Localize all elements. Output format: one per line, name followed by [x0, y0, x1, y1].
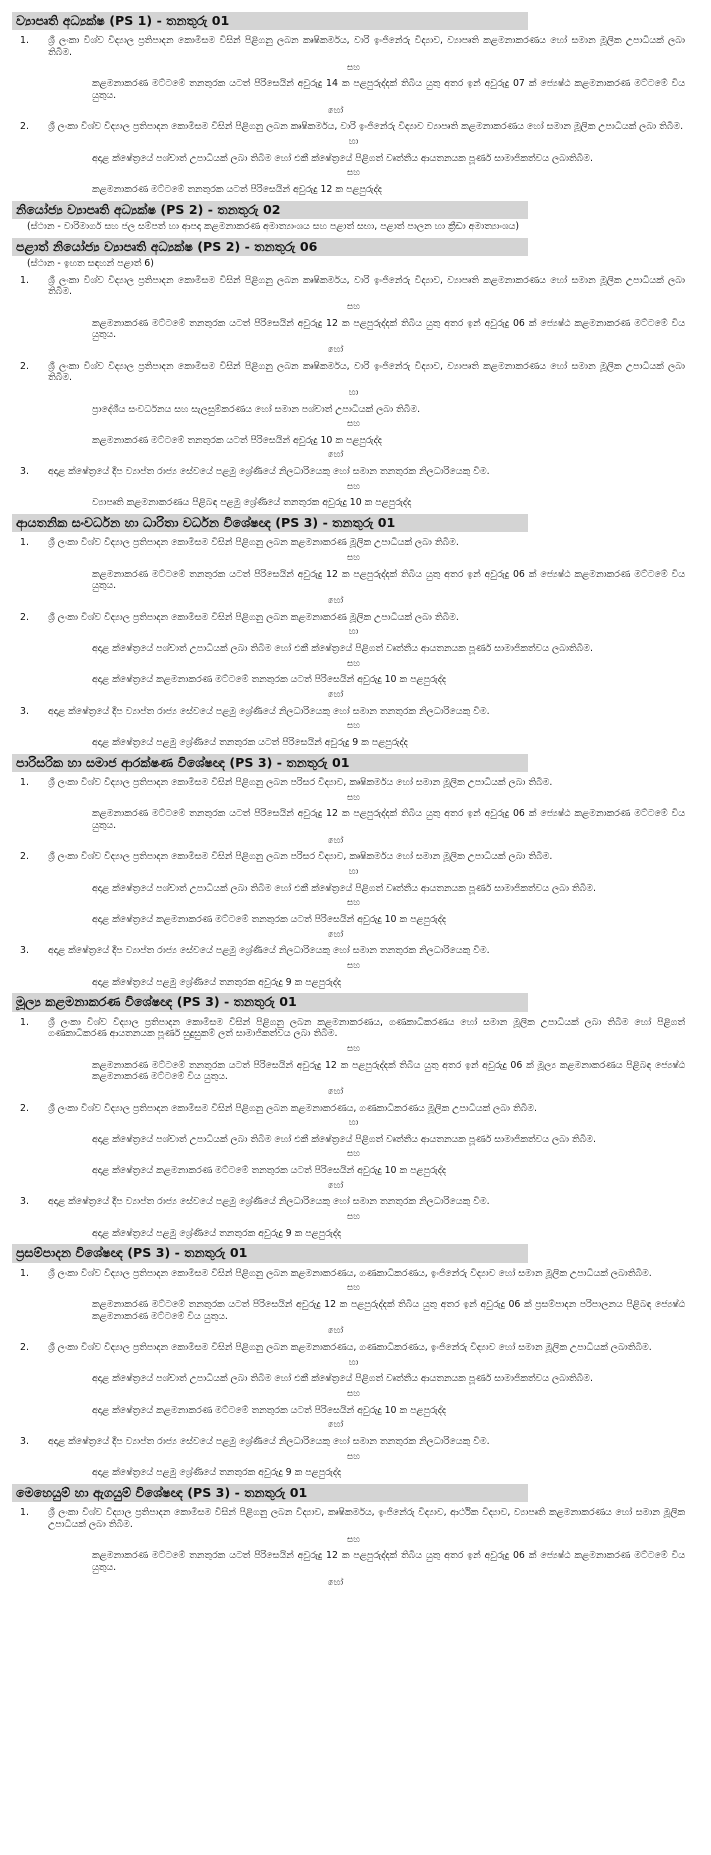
qualification-item [12, 275, 699, 341]
conjunction: සහ [347, 62, 360, 73]
section [12, 201, 699, 233]
item-number: 2. [20, 611, 29, 623]
qualification-item [12, 612, 699, 686]
conjunction: සහ [347, 960, 360, 971]
condition-text: කළමනාකරණ මට්ටමේ තනතුරක යටත් පිරිසෙයින් අවුරුදු 12 ක පළපුරුද්දක් තිබිය යුතු අතර ඉන් අවුරුදු 06 ක් ජ්‍යෙෂ්ඨ කළමනාකරණ මට්ටමේ විය යුතුය. [92, 317, 685, 341]
qualification-text: ශ්‍රී ලංකා විශ්ව විද්‍යාල ප්‍රතිපාදන කොමිසම විසින් පිළිගනු ලබන කෘෂිකර්මය, වාරි ඉංජිනේරු විද්‍යාව, ව්‍යාපෘති කළමනාකරණය හෝ සමාන මූලික උපාධියක් ලබා තිබීම. [48, 274, 685, 298]
condition-text: කළමනාකරණ මට්ටමේ තනතුරක යටත් පිරිසෙයින් අවුරුදු 12 ක පළපුරුද්දක් තිබිය යුතු අතර ඉන් අවුරුදු 06 ක් ජ්‍යෙෂ්ඨ කළමනාකරණ මට්ටමේ විය යුතුය. [92, 1550, 685, 1573]
item-body [48, 466, 699, 509]
item-number: 2. [20, 1102, 29, 1114]
or-separator: හෝ [327, 105, 344, 116]
item-body [48, 945, 699, 988]
conjunction: හා [348, 136, 359, 147]
conjunction: සහ [347, 1212, 360, 1223]
or-separator: හෝ [327, 450, 344, 461]
qualification-item [12, 361, 699, 447]
conjunction: සහ [347, 792, 360, 803]
conjunction: සහ [347, 481, 360, 492]
section-header: ව්‍යාපෘති අධ්‍යක්ෂ (PS 1) - තනතුරු 01 [12, 12, 528, 30]
item-body [48, 612, 699, 686]
section [12, 12, 699, 196]
qualification-text: අදාළ ක්ෂේත්‍රයේ දීප ව්‍යාප්ත රාජ්‍ය සේවයේ පළමු ශ්‍රේණියේ නිලධාරියෙකු හෝ සමාන තනතුරක නිලධාරියෙකු වීම. [48, 1196, 490, 1208]
item-number: 2. [20, 1342, 29, 1354]
section [12, 993, 699, 1239]
conjunction: සහ [347, 301, 360, 312]
item-number: 1. [20, 274, 29, 286]
or-separator: හෝ [327, 1086, 344, 1097]
item-body [48, 1017, 699, 1083]
or-separator: හෝ [327, 929, 344, 940]
qualification-item [12, 1196, 699, 1239]
condition-text: ප්‍රාදේශීය සංවර්ධනය සහ සැලසුම්කරණය හෝ සමාන පශ්චාත් උපාධියක් ලබා තිබීම. [92, 403, 421, 415]
qualification-item [12, 35, 699, 101]
location-note: (ස්ථාන - වාරිමාර්ග සහ ජල සම්පත් හා ආපදා කළමනාකරණ අමාත්‍යාංශය සහ පළාත් සභා, පළාත් පාලන හා ක්‍රීඩා අමාත්‍යාංශය) [27, 220, 520, 232]
qualification-text: ශ්‍රී ලංකා විශ්ව විද්‍යාල ප්‍රතිපාදන කොමිසම විසින් පිළිගනු ලබන කළමනාකරණය, ගණකාධිකරණය, ඉංජිනේරු විද්‍යාව හෝ සමාන මූලික උපාධියක් ලබාතිබීම. [48, 1342, 652, 1354]
item-body [48, 361, 699, 447]
conjunction: සහ [347, 1451, 360, 1462]
item-number: 2. [20, 360, 29, 372]
item-number: 1. [20, 537, 29, 549]
qualification-text: ශ්‍රී ලංකා විශ්ව විද්‍යාල ප්‍රතිපාදන කොමිසම විසින් පිළිගනු ලබන කළමනාකරණ මූලික උපාධියක් ලබා තිබීම. [48, 611, 459, 623]
condition-text: අදාළ ක්ෂේත්‍රයේ කළමනාකරණ මට්ටමේ තනතුරක යටත් පිරිසෙයින් අවුරුදු 10 ක පළපුරුද්ද [92, 1404, 447, 1416]
condition-text: අදාළ ක්ෂේත්‍රයේ පළමු ශ්‍රේණියේ තනතුරක අවුරුදු 9 ක පළපුරුද්ද [92, 1467, 342, 1479]
condition-text: අදාළ ක්ෂේත්‍රයේ කළමනාකරණ මට්ටමේ තනතුරක යටත් පිරිසෙයින් අවුරුදු 10 ක පළපුරුද්ද [92, 1165, 447, 1177]
item-number: 3. [20, 1196, 29, 1208]
condition-text: අදාළ ක්ෂේත්‍රයේ පළමු ශ්‍රේණියේ තනතුරක අවුරුදු 9 ක පළපුරුද්ද [92, 1227, 342, 1239]
section [12, 1484, 699, 1588]
conjunction: හා [348, 866, 359, 877]
conjunction: හා [348, 627, 359, 638]
qualification-item [12, 851, 699, 925]
condition-text: අදාළ ක්ෂේත්‍රයේ පශ්චාත් උපාධියක් ලබා තිබීම හෝ එකී ක්ෂේත්‍රයේ පිළිගත් වෘත්තීය ආයතනයක පූර්ණ සාමාජිකත්වය ලබා තිබීම. [92, 1133, 596, 1145]
qualification-text: ශ්‍රී ලංකා විශ්ව විද්‍යාල ප්‍රතිපාදන කොමිසම විසින් පිළිගනු ලබන කළමනාකරණය, ගණකාධිකරණය, ඉංජිනේරු විද්‍යාව හෝ සමාන මූලික උපාධියක් ලබාතිබීම. [48, 1267, 652, 1279]
qualification-item [12, 1436, 699, 1479]
condition-text: අදාළ ක්ෂේත්‍රයේ පශ්චාත් උපාධියක් ලබා තිබීම හෝ එකී ක්ෂේත්‍රයේ පිළිගත් වෘත්තීය ආයතනයක පූර්ණ සාමාජිකත්වය ලබා තිබීම. [92, 882, 596, 894]
section-header: පාරිසරික හා සමාජ ආරක්ෂණ විශේෂඥ (PS 3) - තනතුරු 01 [12, 754, 528, 772]
conjunction: හා [348, 1357, 359, 1368]
or-separator: හෝ [327, 690, 344, 701]
section [12, 514, 699, 749]
section-header: මෙහෙයුම් හා ඇගයුම් විශේෂඥ (PS 3) - තනතුරු 01 [12, 1484, 528, 1502]
qualification-text: ශ්‍රී ලංකා විශ්ව විද්‍යාල ප්‍රතිපාදන කොමිසම විසින් පිළිගනු ලබන කළමනාකරණ මූලික උපාධියක් ලබා තිබීම. [48, 537, 459, 549]
qualification-text: අදාළ ක්ෂේත්‍රයේ දීප ව්‍යාප්ත රාජ්‍ය සේවයේ පළමු ශ්‍රේණියේ නිලධාරියෙකු හෝ සමාන තනතුරක නිලධාරියෙකු වීම. [48, 705, 490, 717]
or-separator: හෝ [327, 1420, 344, 1431]
section-header: ප්‍රසම්පාදන විශේෂඥ (PS 3) - තනතුරු 01 [12, 1244, 528, 1262]
qualification-text: අදාළ ක්ෂේත්‍රයේ දීප ව්‍යාප්ත රාජ්‍ය සේවයේ පළමු ශ්‍රේණියේ නිලධාරියෙකු හෝ සමාන තනතුරක නිලධාරියෙකු වීම. [48, 1435, 490, 1447]
qualification-item [12, 1268, 699, 1323]
qualification-item [12, 1017, 699, 1083]
item-body [48, 121, 699, 195]
condition-text: අදාළ ක්ෂේත්‍රයේ පශ්චාත් උපාධියක් ලබා තිබීම හෝ එකී ක්ෂේත්‍රයේ පිළිගත් වෘත්තීය ආයතනයක පූර්ණ සාමාජිකත්වය ලබාතිබීම. [92, 1373, 593, 1385]
conjunction: සහ [347, 553, 360, 564]
qualification-item [12, 1342, 699, 1416]
item-body [48, 275, 699, 341]
item-number: 1. [20, 777, 29, 789]
item-body [48, 1507, 699, 1573]
conjunction: සහ [347, 419, 360, 430]
conjunction: සහ [347, 1149, 360, 1160]
qualification-text: ශ්‍රී ලංකා විශ්ව විද්‍යාල ප්‍රතිපාදන කොමිසම විසින් පිළිගනු ලබන කළමනාකරණය, ගණකාධිකරණය මූලික උපාධියක් ලබා තිබීම. [48, 1102, 538, 1114]
item-number: 1. [20, 1507, 29, 1519]
item-number: 3. [20, 466, 29, 478]
item-body [48, 1196, 699, 1239]
qualification-text: අදාළ ක්ෂේත්‍රයේ දීප ව්‍යාප්ත රාජ්‍ය සේවයේ පළමු ශ්‍රේණියේ නිලධාරියෙකු හෝ සමාන තනතුරක නිලධාරියෙකු වීම. [48, 945, 490, 957]
qualification-text: ශ්‍රී ලංකා විශ්ව විද්‍යාල ප්‍රතිපාදන කොමිසම විසින් පිළිගනු ලබන කෘෂිකර්මය, වාරි ඉංජිනේරු විද්‍යාව, ව්‍යාපෘති කළමනාකරණය හෝ සමාන මූලික උපාධියක් ලබා තිබීම. [48, 360, 685, 384]
condition-text: අදාළ ක්ෂේත්‍රයේ පළමු ශ්‍රේණියේ තනතුරක අවුරුදු 9 ක පළපුරුද්ද [92, 976, 342, 988]
condition-text: අදාළ ක්ෂේත්‍රයේ කළමනාකරණ මට්ටමේ තනතුරක යටත් පිරිසෙයින් අවුරුදු 10 ක පළපුරුද්ද [92, 674, 447, 686]
location-note: (ස්ථාන - ඉහත සඳහන් පළාත් 6) [27, 257, 154, 269]
section [12, 1244, 699, 1479]
item-body [48, 35, 699, 101]
conjunction: සහ [347, 898, 360, 909]
or-separator: හෝ [327, 596, 344, 607]
condition-text: කළමනාකරණ මට්ටමේ තනතුරක යටත් පිරිසෙයින් අවුරුදු 10 ක පළපුරුද්ද [92, 434, 382, 446]
qualification-item [12, 121, 699, 195]
item-body [48, 1103, 699, 1177]
qualification-item [12, 945, 699, 988]
qualification-item [12, 777, 699, 832]
condition-text: අදාළ ක්ෂේත්‍රයේ පශ්චාත් උපාධියක් ලබා තිබීම හෝ එකී ක්ෂේත්‍රයේ පිළිගත් වෘත්තීය ආයතනයක පූර්ණ සාමාජිකත්වය ලබාතිබීම. [92, 643, 593, 655]
qualification-text: ශ්‍රී ලංකා විශ්ව විද්‍යාල ප්‍රතිපාදන කොමිසම විසින් පිළිගනු ලබන කෘෂිකර්මය, වාරි ඉංජිනේරු විද්‍යාව ව්‍යාපෘති කළමනාකරණය හෝ සමාන මූලික උපාධියක් ලබා තිබීම. [48, 121, 684, 133]
qualification-item [12, 1507, 699, 1573]
conjunction: හා [348, 1118, 359, 1129]
or-separator: හෝ [327, 835, 344, 846]
conjunction: සහ [347, 658, 360, 669]
item-body [48, 851, 699, 925]
qualification-item [12, 537, 699, 592]
item-number: 3. [20, 945, 29, 957]
qualification-item [12, 466, 699, 509]
section-header: නියෝජ්‍ය ව්‍යාපෘති අධ්‍යක්ෂ (PS 2) - තනතුරු 02 [12, 201, 528, 219]
item-number: 3. [20, 1435, 29, 1447]
section-header: පළාත් නියෝජ්‍ය ව්‍යාපෘති අධ්‍යක්ෂ (PS 2) - තනතුරු 06 [12, 238, 528, 256]
section-header: ආයතනික සංවර්ධන හා ධාරිතා වර්ධන විශේෂඥ (PS 3) - තනතුරු 01 [12, 514, 528, 532]
or-separator: හෝ [327, 344, 344, 355]
conjunction: සහ [347, 1389, 360, 1400]
item-number: 2. [20, 121, 29, 133]
condition-text: කළමනාකරණ මට්ටමේ තනතුරක යටත් පිරිසෙයින් අවුරුදු 12 ක පළපුරුද්දක් තිබිය යුතු අතර ඉන් අවුරුදු 06 ක් ජ්‍යෙෂ්ඨ කළමනාකරණ මට්ටමේ විය යුතුය. [92, 808, 685, 831]
section [12, 238, 699, 510]
section-header: මූල්‍ය කළමනාකරණ විශේෂඥ (PS 3) - තනතුරු 01 [12, 993, 528, 1011]
item-body [48, 777, 699, 832]
qualification-item [12, 1103, 699, 1177]
item-number: 2. [20, 851, 29, 863]
or-separator: හෝ [327, 1180, 344, 1191]
qualification-text: අදාළ ක්ෂේත්‍රයේ දීප ව්‍යාප්ත රාජ්‍ය සේවයේ පළමු ශ්‍රේණියේ නිලධාරියෙකු හෝ සමාන තනතුරක නිලධාරියෙකු වීම. [48, 466, 490, 478]
item-body [48, 1436, 699, 1479]
item-number: 1. [20, 1267, 29, 1279]
condition-text: අදාළ ක්ෂේත්‍රයේ පශ්චාත් උපාධියක් ලබා තිබීම හෝ එකී ක්ෂේත්‍රයේ පිළිගත් වෘත්තීය ආයතනයක පූර්ණ සාමාජිකත්වය ලබාතිබීම. [92, 152, 593, 164]
qualification-text: ශ්‍රී ලංකා විශ්ව විද්‍යාල ප්‍රතිපාදන කොමිසම විසින් පිළිගනු ලබන කළමනාකරණය, ගණකාධිකරණය හෝ සමාන මූලික උපාධියක් ලබා තිබීම හෝ පිළිගත් ගණකාධිකරණ ආයතනයක පූර්ණ සුදුසුකම් ලත් සාමාජිකත්වය ලබා තිබීම. [48, 1016, 685, 1040]
condition-text: ව්‍යාපෘති කළමනාකරණය පිළිබඳ පළමු ශ්‍රේණියේ තනතුරක අවුරුදු 10 ක පළපුරුද්ද [92, 497, 412, 509]
qualification-item [12, 706, 699, 749]
or-separator: හෝ [327, 1577, 344, 1588]
condition-text: කළමනාකරණ මට්ටමේ තනතුරක යටත් පිරිසෙයින් අවුරුදු 14 ක පළපුරුද්දක් තිබිය යුතු අතර ඉන් අවුරුදු 07 ක් ජ්‍යෙෂ්ඨ කළමනාකරණ මට්ටමේ විය යුතුය. [92, 78, 685, 101]
condition-text: කළමනාකරණ මට්ටමේ තනතුරක යටත් පිරිසෙයින් අවුරුදු 12 ක පළපුරුද්දක් තිබිය යුතු අතර ඉන් අවුරුදු 06 ක් ජ්‍යෙෂ්ඨ කළමනාකරණ මට්ටමේ විය යුතුය. [92, 568, 685, 592]
conjunction: සහ [347, 721, 360, 732]
conjunction: සහ [347, 1283, 360, 1294]
conjunction: හා [348, 387, 359, 398]
item-body [48, 1342, 699, 1416]
qualification-text: ශ්‍රී ලංකා විශ්ව විද්‍යාල ප්‍රතිපාදන කොමිසම විසින් පිළිගනු ලබන විද්‍යාව, කෘෂිකර්මය, ඉංජිනේරු විද්‍යාව, ආර්ථික විද්‍යාව, ව්‍යාපෘති කළමනාකරණය හෝ සමාන මූලික උපාධියක් ලබා තිබීම. [48, 1507, 685, 1530]
item-number: 1. [20, 1016, 29, 1028]
item-number: 3. [20, 705, 29, 717]
condition-text: කළමනාකරණ මට්ටමේ තනතුරක යටත් පිරිසෙයින් අවුරුදු 12 ක පළපුරුද්දක් තිබිය යුතු අතර ඉන් අවුරුදු 06 ක් මූල්‍ය කළමනාකරණය පිළිබඳ ජ්‍යෙෂ්ඨ කළමනාකරණ මට්ටමේ විය යුතුය. [92, 1059, 685, 1083]
condition-text: කළමනාකරණ මට්ටමේ තනතුරක යටත් පිරිසෙයින් අවුරුදු 12 ක පළපුරුද්ද [92, 183, 382, 195]
item-body [48, 1268, 699, 1323]
qualification-text: ශ්‍රී ලංකා විශ්ව විද්‍යාල ප්‍රතිපාදන කොමිසම විසින් පිළිගනු ලබන පරිසර විද්‍යාව, කෘෂිකර්මය හෝ සමාන මූලික උපාධියක් ලබා තිබීම. [48, 777, 553, 789]
section [12, 754, 699, 989]
conjunction: සහ [347, 168, 360, 179]
item-body [48, 706, 699, 749]
conjunction: සහ [347, 1534, 360, 1545]
or-separator: හෝ [327, 1326, 344, 1337]
condition-text: අදාළ ක්ෂේත්‍රයේ පළමු ශ්‍රේණියේ තනතුරක යටත් පිරිසෙයින් අවුරුදු 9 ක පළපුරුද්ද [92, 737, 408, 748]
item-number: 1. [20, 35, 29, 47]
qualification-text: ශ්‍රී ලංකා විශ්ව විද්‍යාල ප්‍රතිපාදන කොමිසම විසින් පිළිගනු ලබන පරිසර විද්‍යාව, කෘෂිකර්මය හෝ සමාන මූලික උපාධියක් ලබා තිබීම. [48, 851, 553, 863]
qualification-text: ශ්‍රී ලංකා විශ්ව විද්‍යාල ප්‍රතිපාදන කොමිසම විසින් පිළිගනු ලබන කෘෂිකර්මය, වාරි ඉංජිනේරු විද්‍යාව, ව්‍යාපෘති කළමනාකරණය හෝ සමාන මූලික උපාධියක් ලබා තිබීම. [48, 35, 685, 59]
item-body [48, 537, 699, 592]
condition-text: කළමනාකරණ මට්ටමේ තනතුරක යටත් පිරිසෙයින් අවුරුදු 12 ක පළපුරුද්දක් තිබිය යුතු අතර ඉන් අවුරුදු 06 ක් ප්‍රසම්පාදන පරිපාලනය පිළිබඳ ජ්‍යෙෂ්ඨ කළමනාකරණ මට්ටමේ විය යුතුය. [92, 1299, 685, 1322]
condition-text: අදාළ ක්ෂේත්‍රයේ කළමනාකරණ මට්ටමේ තනතුරක යටත් පිරිසෙයින් අවුරුදු 10 ක පළපුරුද්ද [92, 913, 447, 925]
conjunction: සහ [347, 1043, 360, 1054]
